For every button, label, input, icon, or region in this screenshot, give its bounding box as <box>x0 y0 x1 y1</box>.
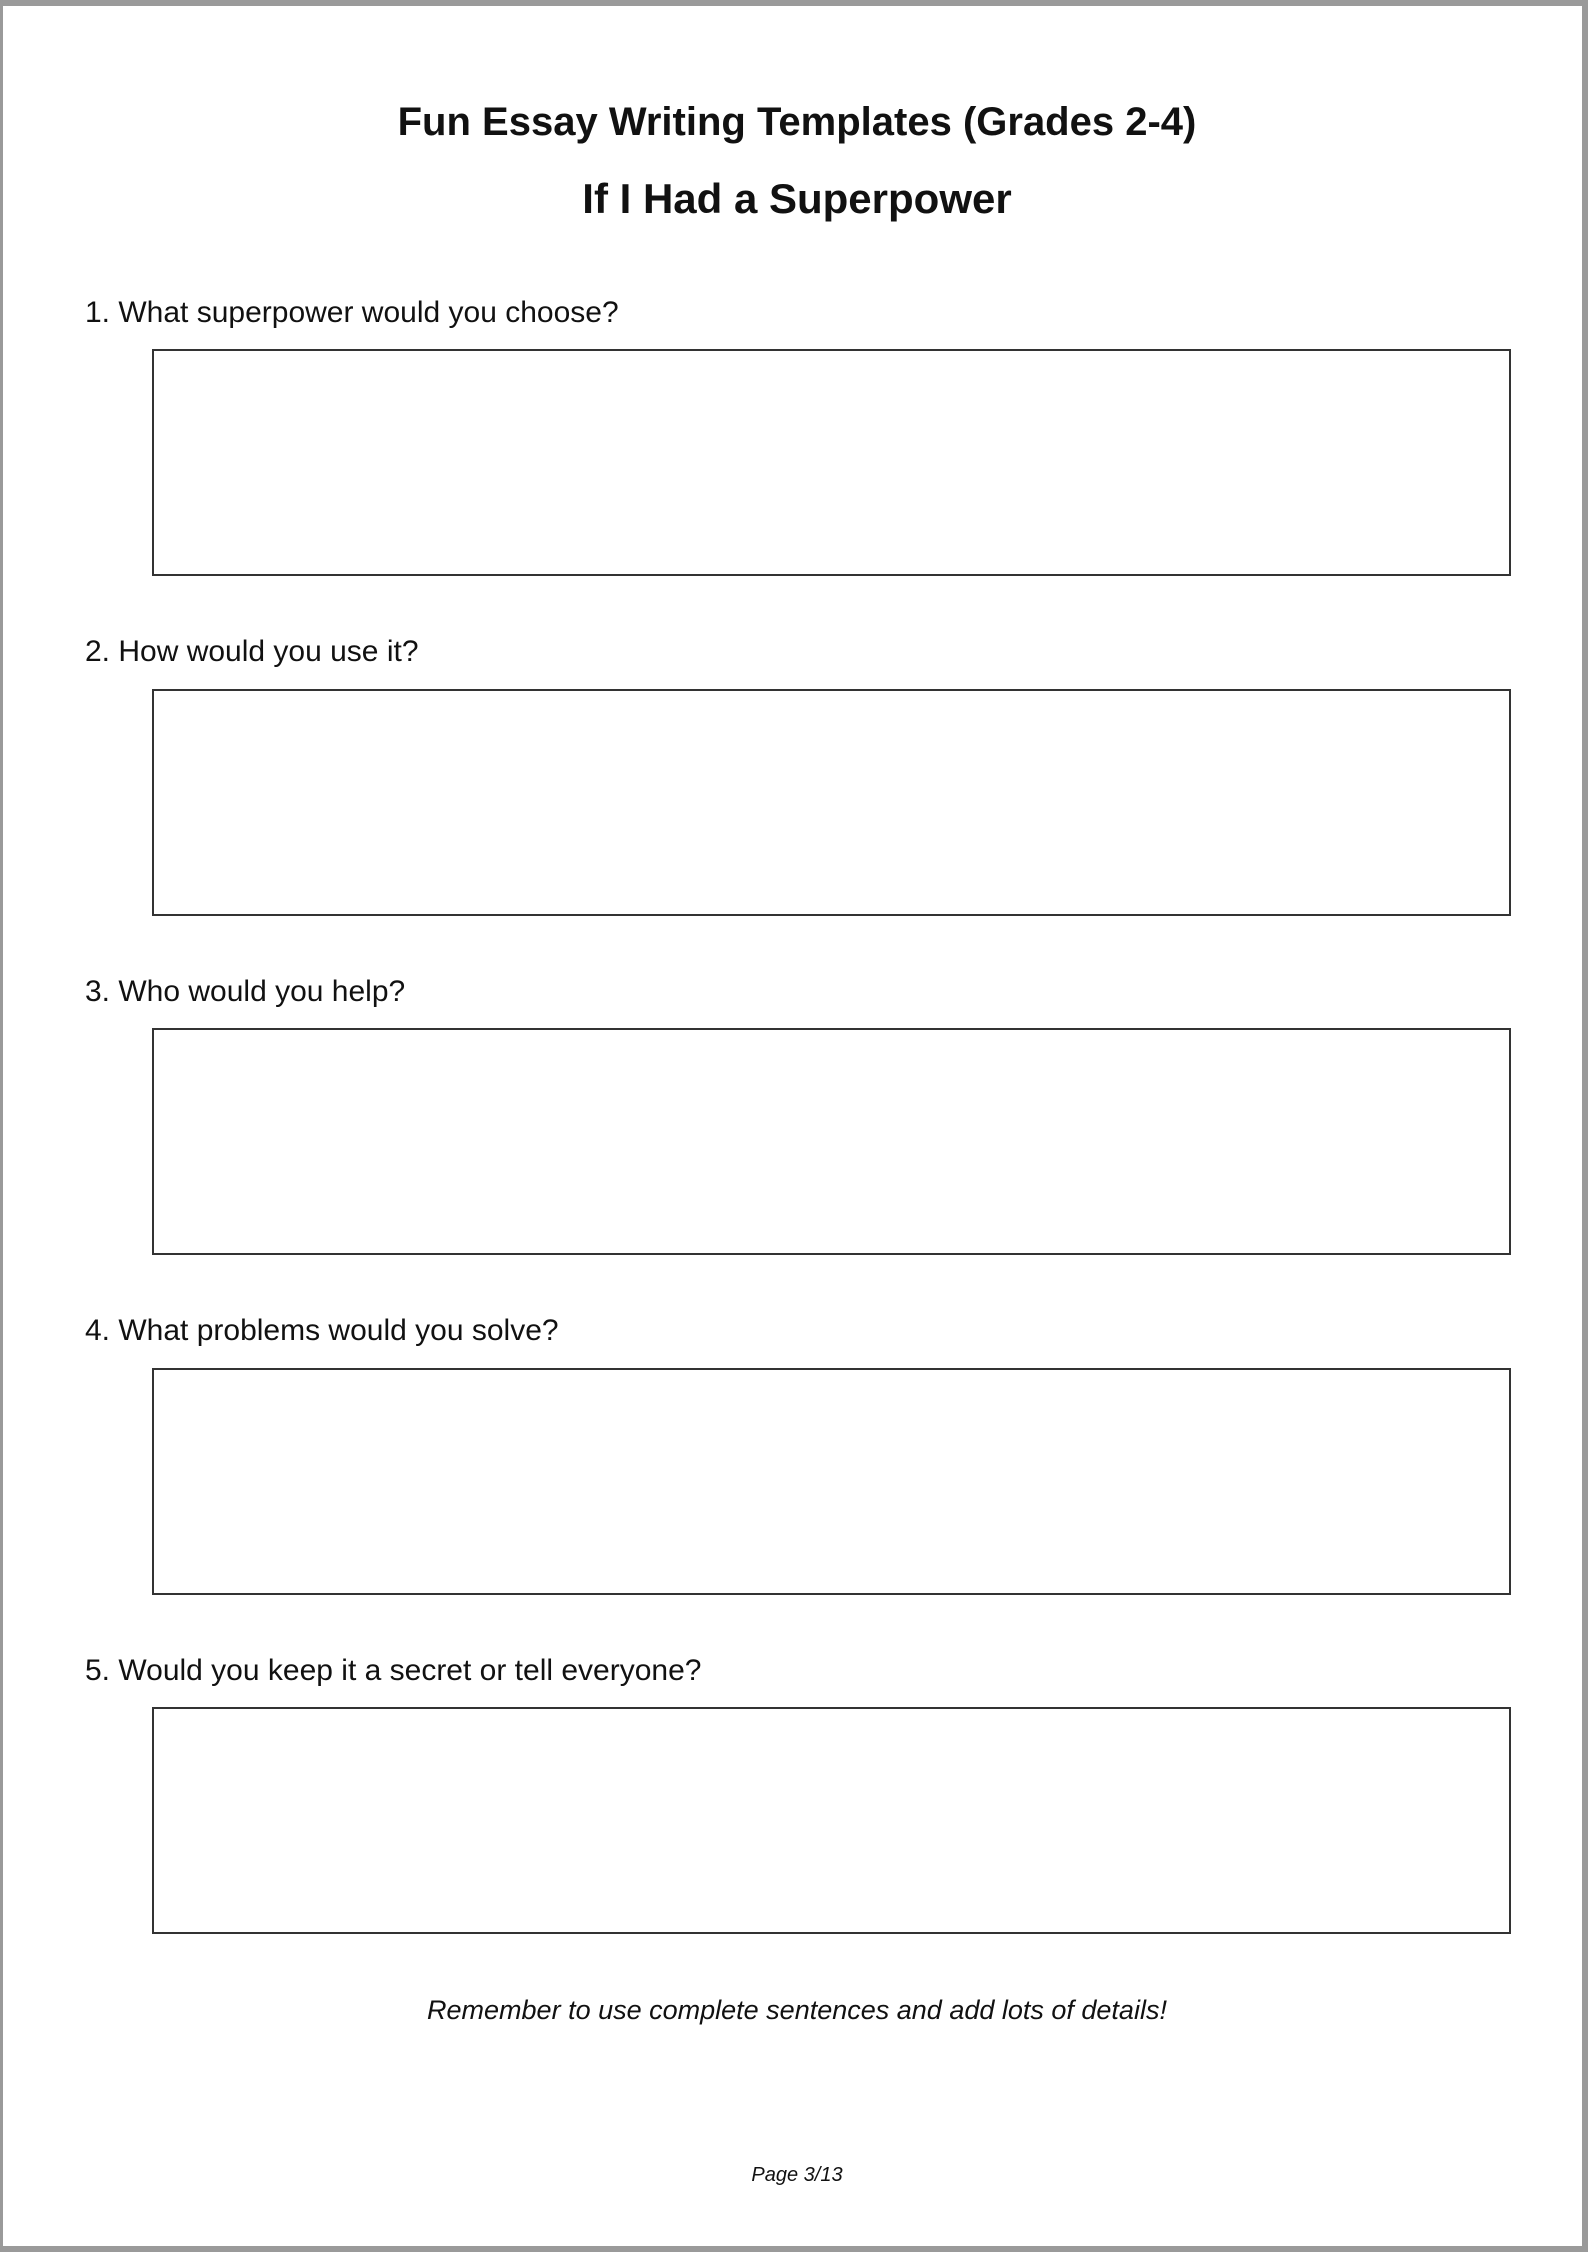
page-number: Page 3/13 <box>751 2164 843 2186</box>
question-2-label: 2. How would you use it? <box>85 635 419 668</box>
document-title: Fun Essay Writing Templates (Grades 2-4) <box>397 100 1197 144</box>
question-3-label: 3. Who would you help? <box>85 975 406 1008</box>
question-4-label: 4. What problems would you solve? <box>85 1314 559 1347</box>
answer-box-4[interactable] <box>152 1368 1511 1595</box>
answer-box-5[interactable] <box>152 1707 1511 1934</box>
question-5-label: 5. Would you keep it a secret or tell everyone? <box>85 1654 702 1687</box>
question-1-label: 1. What superpower would you choose? <box>85 296 619 329</box>
answer-box-3[interactable] <box>152 1028 1511 1255</box>
answer-box-1[interactable] <box>152 349 1511 576</box>
worksheet-title: If I Had a Superpower <box>582 175 1012 222</box>
writing-reminder: Remember to use complete sentences and add lots of details! <box>427 1995 1167 2025</box>
answer-box-2[interactable] <box>152 689 1511 916</box>
